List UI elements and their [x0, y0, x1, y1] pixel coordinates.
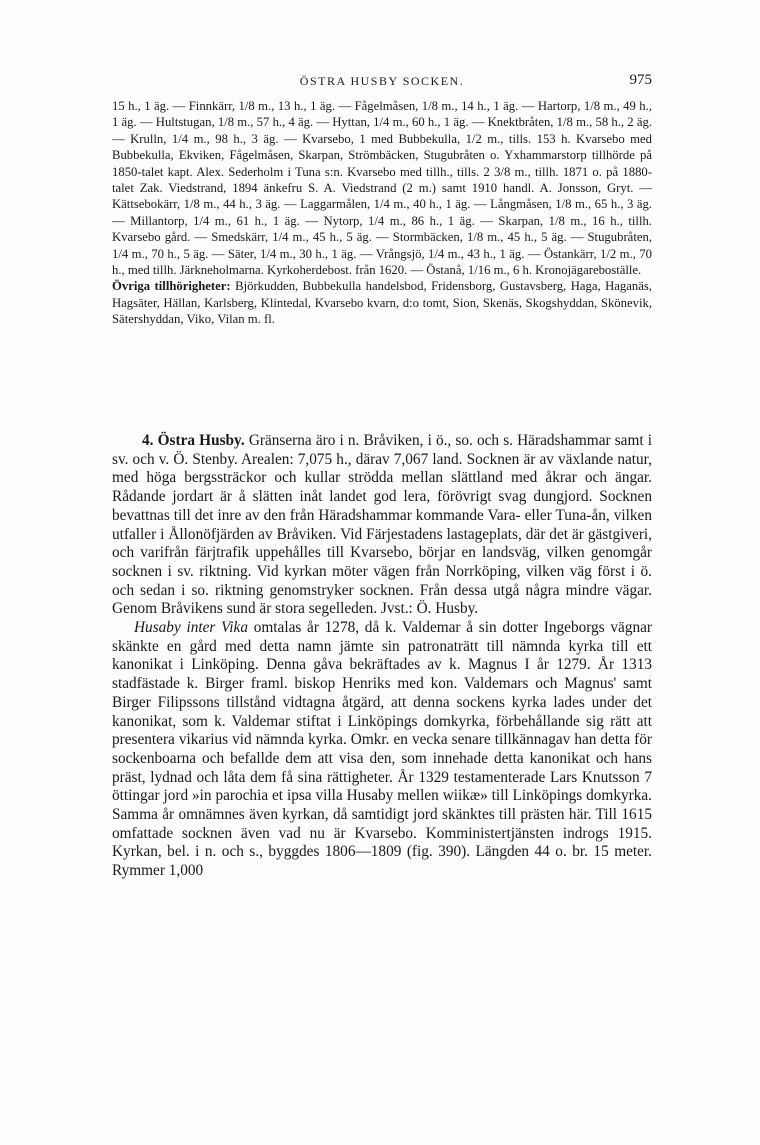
section-number: 4. — [142, 432, 154, 449]
history-italic-lead: Husaby inter Vika — [134, 619, 248, 637]
places-listing — [112, 98, 652, 328]
parish-section — [112, 432, 652, 881]
page-header — [112, 74, 652, 96]
history-paragraph — [112, 619, 652, 881]
section-title: Östra Husby. — [157, 432, 245, 449]
other-places-paragraph — [112, 278, 652, 327]
other-places-label: Övriga tillhörigheter: — [112, 279, 231, 294]
history-text: omtalas år 1278, då k. Valdemar å sin dotter Ingeborgs vägnar skänkte en gård med detta namn jämte sin patronaträtt till nämnda kyrka till ett kanonikat i Linköping. Denna gåva bekräftades av k. Magnus I år 1279. År 1313 stadfästade k. Birger framl. biskop Henriks med kon. Valdemars och Magnus' samt Birger Filipssons tillstånd vidtagna åtgärd, att denna sockens kyrka lades under det kanonikat, som k. Valdemar stiftat i Linköpings domkyrka, förbehållande sig rätt att presentera vikarius vid nämnda kyrka. Omkr. en vecka senare tillkännagav han detta för sockenboarna och befallde dem att visa den, som innehade detta kanonikat och hans präst, lydnad och låta dem få sina rättigheter. År 1329 testamenterade Lars Knutsson 7 öttingar jord »in parochia et ipsa villa Husaby mellen wiikæ» till Linköpings domkyrka. Samma år omnämnes även kyrkan, då samtidigt jord skänktes till prästen här. Till 1615 omfattade socknen även vad nu är Kvarsebo. Komministertjänsten indrogs 1915. Kyrkan, bel. i n. och s., byggdes 1806—1809 (fig. 390). Längden 44 o. br. 15 meter. Rymmer 1,000 — [112, 619, 653, 880]
page-number: 975 — [629, 72, 652, 88]
places-paragraph: 15 h., 1 äg. — Finnkärr, 1/8 m., 13 h., 1 äg. — Fågelmåsen, 1/8 m., 14 h., 1 äg. — Hartorp, 1/8 m., 49 h., 1 äg. — Hultstugan, 1/8 m., 57 h., 4 äg. — Hyttan, 1/4 m., 60 h., 1 äg. — Knektbråten, 1/8 m., 58 h., 2 äg. — Krulln, 1/4 m., 98 h., 3 äg. — Kvarsebo, 1 med Bubbekulla, 1/2 m., tills. 153 h. Kvarsebo med Bubbekulla, Ekviken, Fågelmåsen, Skarpan, Strömbäcken, Stugubråten o. Yxhammarstorp tillhörde på 1850-talet kapt. Alex. Sederholm i Tuna s:n. Kvarsebo med tillh., tills. 2 3/8 m., tillh. 1871 o. på 1880-talet Zak. Viedstrand, 1894 änkefru S. A. Viedstrand (2 m.) samt 1910 handl. A. Jonsson, Gryt. — Kättsebokärr, 1/8 m., 44 h., 3 äg. — Laggarmålen, 1/4 m., 40 h., 1 äg. — Långmåsen, 1/8 m., 65 h., 3 äg. — Millantorp, 1/4 m., 61 h., 1 äg. — Nytorp, 1/4 m., 86 h., 1 äg. — Skarpan, 1/8 m., 16 h., tillh. Kvarsebo gård. — Smedskärr, 1/4 m., 45 h., 5 äg. — Stormbäcken, 1/8 m., 45 h., 5 äg. — Stugubråten, 1/4 m., 70 h., 5 äg. — Säter, 1/4 m., 30 h., 1 äg. — Vrångsjö, 1/4 m., 43 h., 1 äg. — Östankärr, 1/2 m., 70 h., med tillh. Järkneholmarna. Kyrkoherdebost. från 1620. — Östanå, 1/16 m., 6 h. Kronojägareboställe. — [112, 99, 652, 278]
other-places-text: Björkudden, Bubbekulla handelsbod, Fridensborg, Gustavsberg, Haga, Haganäs, Hagsäter, Hällan, Karlsberg, Klintedal, Kvarsebo kvarn, d:o tomt, Sion, Skenäs, Skogshyddan, Skönevik, Sätershyddan, Viko, Vilan m. fl. — [112, 279, 652, 327]
section-intro-paragraph — [112, 432, 652, 619]
section-intro-text: Gränserna äro i n. Bråviken, i ö., so. och s. Häradshammar samt i sv. och v. Ö. Stenby. Arealen: 7,075 h., därav 7,067 land. Socknen är av växlande natur, med höga bergssträckor och kullar strödda mellan slättland med åkrar och ängar. Rådande jordart är å slätten inåt landet god lera, förövrigt svag dungjord. Socknen bevattnas till det inre av den från Häradshammar kommande Vara- eller Tuna-ån, vilken utfaller i Ållonöfjärden av Bråviken. Vid Färjestadens lastageplats, där det är gästgiveri, och varifrån färjtrafik uppehålles till Kvarsebo, börjar en landsväg, vilken genomgår socknen i sv. riktning. Vid kyrkan möter vägen från Norrköping, vilken väg först i ö. och sedan i so. riktning genomstryker socknen. Från dessa utgå några mindre vägar. Genom Bråvikens sund är stora segelleden. Jvst.: Ö. Husby. — [112, 432, 653, 618]
running-title: ÖSTRA HUSBY SOCKEN. — [299, 74, 465, 88]
